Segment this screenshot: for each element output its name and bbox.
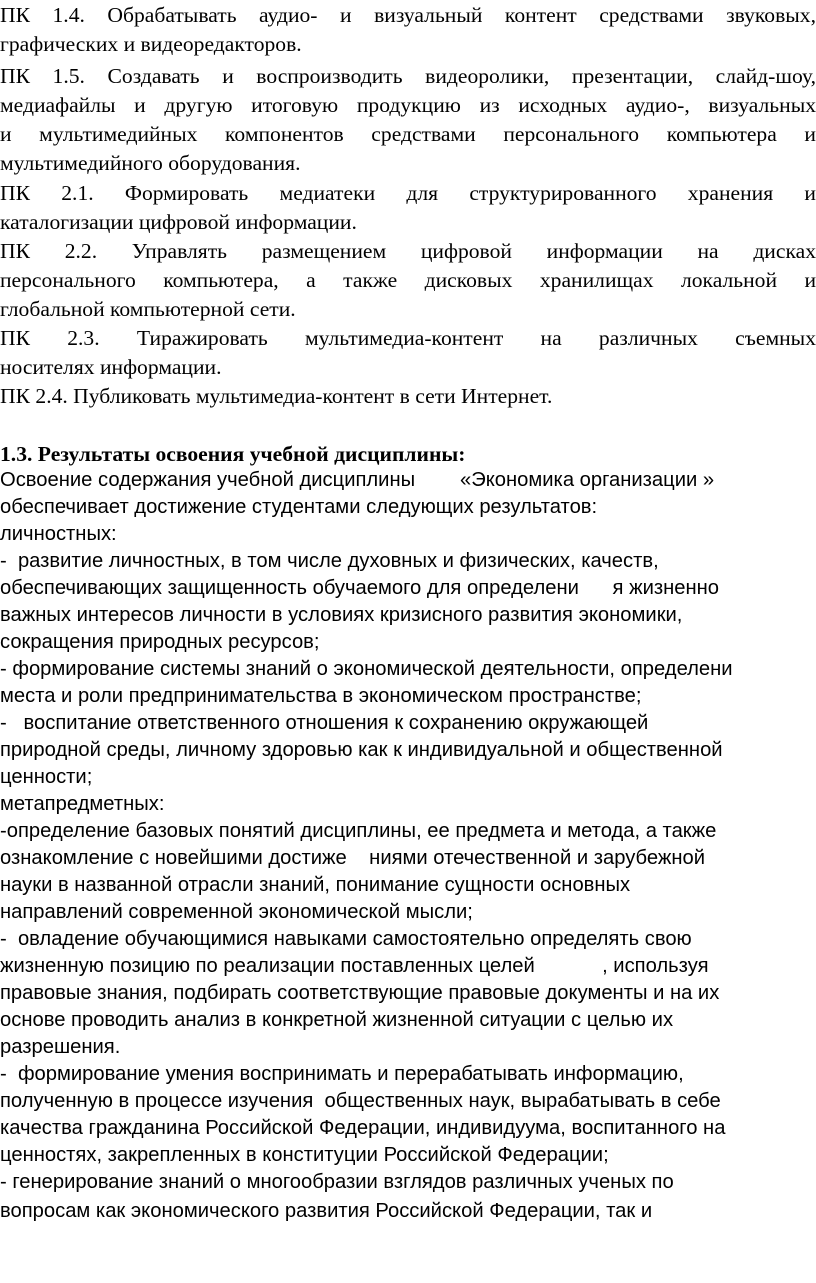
text-line: направлений современной экономической мысли;: [0, 901, 473, 923]
text-line: природной среды, личному здоровью как к индивидуальной и общественной: [0, 739, 723, 761]
text-line: - развитие личностных, в том числе духовных и физических, качеств,: [0, 550, 659, 572]
text-line: важных интересов личности в условиях кризисного развития экономики,: [0, 604, 683, 626]
text-line: правовые знания, подбирать соответствующие правовые документы и на их: [0, 982, 720, 1004]
text-line: ПК 2.1. Формировать медиатеки для структурированного хранения и: [0, 181, 816, 205]
text-line: метапредметных:: [0, 793, 165, 815]
text-line: обеспечивает достижение студентами следующих результатов:: [0, 496, 598, 518]
text-line: - генерирование знаний о многообразии взглядов различных ученых по: [0, 1171, 674, 1193]
text-line: ПК 2.2. Управлять размещением цифровой информации на дисках: [0, 239, 816, 263]
text-line: ПК 1.4. Обрабатывать аудио- и визуальный контент средствами звуковых,: [0, 3, 816, 27]
text-line: - формирование умения воспринимать и перерабатывать информацию,: [0, 1063, 684, 1085]
text-line: ПК 2.3. Тиражировать мультимедиа-контент на различных съемных: [0, 326, 816, 350]
text-line: вопросам как экономического развития Российской Федерации, так и: [0, 1200, 653, 1222]
text-line: ПК 1.5. Создавать и воспроизводить видеоролики, презентации, слайд-шоу,: [0, 64, 816, 88]
text-line: ПК 2.4. Публиковать мультимедиа-контент в сети Интернет.: [0, 384, 553, 408]
text-line: сокращения природных ресурсов;: [0, 631, 320, 653]
text-line: обеспечивающих защищенность обучаемого для определени я жизненно: [0, 577, 720, 599]
text-line: разрешения.: [0, 1036, 121, 1058]
text-line: ценностях, закрепленных в конституции Российской Федерации;: [0, 1144, 609, 1166]
text-line: глобальной компьютерной сети.: [0, 297, 296, 321]
text-line: Освоение содержания учебной дисциплины «Экономика организации »: [0, 469, 715, 491]
section-heading: 1.3. Результаты освоения учебной дисциплины:: [0, 442, 466, 466]
text-line: ценности;: [0, 766, 93, 788]
text-line: науки в названной отрасли знаний, понимание сущности основных: [0, 874, 631, 896]
text-line: жизненную позицию по реализации поставленных целей , используя: [0, 955, 709, 977]
text-line: - формирование системы знаний о экономической деятельности, определени: [0, 658, 733, 680]
text-line: каталогизации цифровой информации.: [0, 210, 357, 234]
text-line: ознакомление с новейшими достиже ниями отечественной и зарубежной: [0, 847, 706, 869]
text-line: - воспитание ответственного отношения к сохранению окружающей: [0, 712, 649, 734]
text-line: полученную в процессе изучения общественных наук, вырабатывать в себе: [0, 1090, 721, 1112]
text-line: персонального компьютера, а также дисковых хранилищах локальной и: [0, 268, 816, 292]
text-line: - овладение обучающимися навыками самостоятельно определять свою: [0, 928, 692, 950]
text-line: места и роли предпринимательства в экономическом пространстве;: [0, 685, 642, 707]
text-line: основе проводить анализ в конкретной жизненной ситуации с целью их: [0, 1009, 674, 1031]
text-line: личностных:: [0, 523, 117, 545]
text-line: медиафайлы и другую итоговую продукцию из исходных аудио-, визуальных: [0, 93, 816, 117]
text-line: и мультимедийных компонентов средствами персонального компьютера и: [0, 122, 816, 146]
text-line: мультимедийного оборудования.: [0, 151, 301, 175]
text-line: графических и видеоредакторов.: [0, 32, 302, 56]
text-line: -определение базовых понятий дисциплины, ее предмета и метода, а также: [0, 820, 717, 842]
text-line: качества гражданина Российской Федерации, индивидуума, воспитанного на: [0, 1117, 726, 1139]
text-line: носителях информации.: [0, 355, 222, 379]
